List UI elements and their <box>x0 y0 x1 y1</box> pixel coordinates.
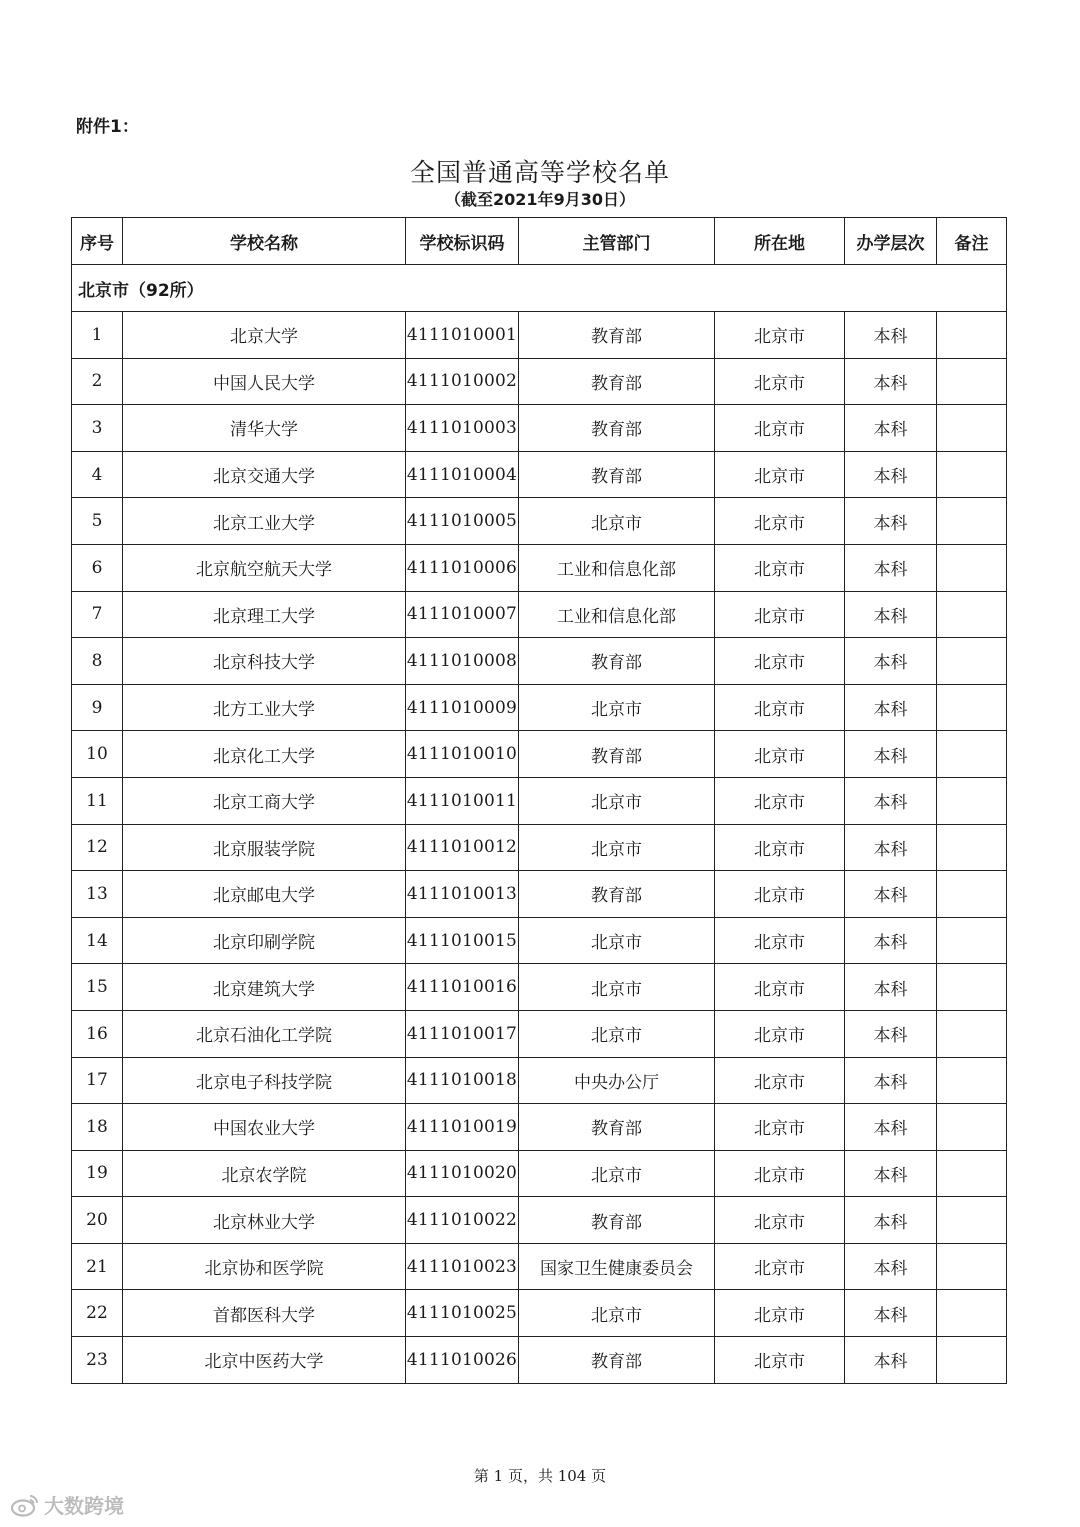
location-cell: 北京市 <box>715 498 845 545</box>
row-number-cell: 14 <box>72 917 123 964</box>
row-number-cell: 5 <box>72 498 123 545</box>
school-name-cell: 北京协和医学院 <box>123 1243 406 1290</box>
row-number-cell: 9 <box>72 684 123 731</box>
school-code-cell: 4111010008 <box>406 638 519 685</box>
note-cell <box>937 638 1007 685</box>
school-table <box>71 217 1007 1384</box>
level-cell: 本科 <box>845 591 937 638</box>
table-row <box>72 498 1007 545</box>
row-number-cell: 13 <box>72 871 123 918</box>
table-row <box>72 824 1007 871</box>
school-code-cell: 4111010015 <box>406 917 519 964</box>
attachment-label: 附件1： <box>76 117 139 137</box>
school-name-cell: 北京邮电大学 <box>123 871 406 918</box>
school-name-cell: 北京石油化工学院 <box>123 1010 406 1057</box>
table-row <box>72 777 1007 824</box>
row-number-cell: 21 <box>72 1243 123 1290</box>
level-cell: 本科 <box>845 358 937 405</box>
department-cell: 中央办公厅 <box>519 1057 715 1104</box>
note-cell <box>937 684 1007 731</box>
level-cell: 本科 <box>845 1243 937 1290</box>
location-cell: 北京市 <box>715 684 845 731</box>
school-code-cell: 4111010026 <box>406 1337 519 1384</box>
table-row <box>72 405 1007 452</box>
department-cell: 北京市 <box>519 1150 715 1197</box>
header-row <box>72 218 1007 265</box>
department-cell: 教育部 <box>519 871 715 918</box>
department-cell: 北京市 <box>519 777 715 824</box>
school-name-cell: 北京印刷学院 <box>123 917 406 964</box>
location-cell: 北京市 <box>715 1243 845 1290</box>
school-code-cell: 4111010010 <box>406 731 519 778</box>
level-cell: 本科 <box>845 871 937 918</box>
table-row <box>72 1150 1007 1197</box>
school-code-cell: 4111010018 <box>406 1057 519 1104</box>
location-cell: 北京市 <box>715 1197 845 1244</box>
department-cell: 教育部 <box>519 312 715 359</box>
department-cell: 教育部 <box>519 358 715 405</box>
table-row <box>72 1010 1007 1057</box>
department-cell: 北京市 <box>519 824 715 871</box>
table-row <box>72 1290 1007 1337</box>
department-cell: 教育部 <box>519 731 715 778</box>
row-number-cell: 8 <box>72 638 123 685</box>
school-code-cell: 4111010012 <box>406 824 519 871</box>
row-number-cell: 23 <box>72 1337 123 1384</box>
location-cell: 北京市 <box>715 917 845 964</box>
school-code-cell: 4111010002 <box>406 358 519 405</box>
department-cell: 教育部 <box>519 1337 715 1384</box>
note-cell <box>937 1104 1007 1151</box>
school-code-cell: 4111010025 <box>406 1290 519 1337</box>
table-row <box>72 1337 1007 1384</box>
note-cell <box>937 498 1007 545</box>
note-cell <box>937 1290 1007 1337</box>
page-footer: 第 1 页，共 104 页 <box>473 1467 607 1485</box>
row-number-cell: 19 <box>72 1150 123 1197</box>
table-row <box>72 591 1007 638</box>
note-cell <box>937 871 1007 918</box>
location-cell: 北京市 <box>715 824 845 871</box>
table-body <box>72 312 1007 1384</box>
level-cell: 本科 <box>845 451 937 498</box>
school-name-cell: 北京电子科技学院 <box>123 1057 406 1104</box>
row-number-cell: 1 <box>72 312 123 359</box>
level-cell: 本科 <box>845 1197 937 1244</box>
department-cell: 国家卫生健康委员会 <box>519 1243 715 1290</box>
table-row <box>72 544 1007 591</box>
row-number-cell: 12 <box>72 824 123 871</box>
location-cell: 北京市 <box>715 777 845 824</box>
school-name-cell: 中国农业大学 <box>123 1104 406 1151</box>
row-number-cell: 17 <box>72 1057 123 1104</box>
level-cell: 本科 <box>845 1337 937 1384</box>
school-code-cell: 4111010004 <box>406 451 519 498</box>
table-row <box>72 731 1007 778</box>
level-cell: 本科 <box>845 1150 937 1197</box>
school-code-cell: 4111010022 <box>406 1197 519 1244</box>
location-cell: 北京市 <box>715 405 845 452</box>
department-cell: 北京市 <box>519 684 715 731</box>
department-cell: 教育部 <box>519 405 715 452</box>
level-cell: 本科 <box>845 1057 937 1104</box>
school-name-cell: 北方工业大学 <box>123 684 406 731</box>
row-number-cell: 6 <box>72 544 123 591</box>
location-cell: 北京市 <box>715 1290 845 1337</box>
location-cell: 北京市 <box>715 451 845 498</box>
table-row <box>72 312 1007 359</box>
school-code-cell: 4111010013 <box>406 871 519 918</box>
level-cell: 本科 <box>845 777 937 824</box>
level-cell: 本科 <box>845 964 937 1011</box>
table-row <box>72 1243 1007 1290</box>
level-cell: 本科 <box>845 312 937 359</box>
note-cell <box>937 1337 1007 1384</box>
note-cell <box>937 917 1007 964</box>
location-cell: 北京市 <box>715 1010 845 1057</box>
school-name-cell: 北京工业大学 <box>123 498 406 545</box>
school-code-cell: 4111010020 <box>406 1150 519 1197</box>
school-code-cell: 4111010019 <box>406 1104 519 1151</box>
table-row <box>72 1057 1007 1104</box>
level-cell: 本科 <box>845 1010 937 1057</box>
row-number-cell: 2 <box>72 358 123 405</box>
note-cell <box>937 451 1007 498</box>
level-cell: 本科 <box>845 917 937 964</box>
table-row <box>72 871 1007 918</box>
location-cell: 北京市 <box>715 1337 845 1384</box>
note-cell <box>937 312 1007 359</box>
row-number-cell: 18 <box>72 1104 123 1151</box>
level-cell: 本科 <box>845 638 937 685</box>
school-code-cell: 4111010003 <box>406 405 519 452</box>
school-name-cell: 北京科技大学 <box>123 638 406 685</box>
school-name-cell: 北京建筑大学 <box>123 964 406 1011</box>
table-row <box>72 917 1007 964</box>
table-row <box>72 684 1007 731</box>
row-number-cell: 15 <box>72 964 123 1011</box>
school-name-cell: 北京化工大学 <box>123 731 406 778</box>
school-name-cell: 北京农学院 <box>123 1150 406 1197</box>
level-cell: 本科 <box>845 731 937 778</box>
note-cell <box>937 1057 1007 1104</box>
department-cell: 工业和信息化部 <box>519 591 715 638</box>
weibo-logo-icon <box>10 1493 40 1517</box>
location-cell: 北京市 <box>715 1150 845 1197</box>
department-cell: 北京市 <box>519 498 715 545</box>
school-name-cell: 北京交通大学 <box>123 451 406 498</box>
level-cell: 本科 <box>845 544 937 591</box>
school-name-cell: 北京中医药大学 <box>123 1337 406 1384</box>
school-code-cell: 4111010017 <box>406 1010 519 1057</box>
document-title: 全国普通高等学校名单 <box>409 158 670 187</box>
header-cell-no: 序号 <box>72 218 123 265</box>
row-number-cell: 7 <box>72 591 123 638</box>
school-name-cell: 北京林业大学 <box>123 1197 406 1244</box>
region-label: 北京市（92所） <box>72 265 1007 312</box>
level-cell: 本科 <box>845 1104 937 1151</box>
row-number-cell: 3 <box>72 405 123 452</box>
table-row <box>72 638 1007 685</box>
level-cell: 本科 <box>845 684 937 731</box>
watermark <box>10 1490 124 1519</box>
header-cell-name: 学校名称 <box>123 218 406 265</box>
document-subtitle: （截至2021年9月30日） <box>445 190 635 209</box>
school-name-cell: 北京大学 <box>123 312 406 359</box>
header-cell-code: 学校标识码 <box>406 218 519 265</box>
level-cell: 本科 <box>845 1290 937 1337</box>
location-cell: 北京市 <box>715 544 845 591</box>
note-cell <box>937 1010 1007 1057</box>
note-cell <box>937 1243 1007 1290</box>
region-row <box>72 265 1007 312</box>
department-cell: 教育部 <box>519 638 715 685</box>
note-cell <box>937 358 1007 405</box>
school-name-cell: 北京工商大学 <box>123 777 406 824</box>
location-cell: 北京市 <box>715 638 845 685</box>
note-cell <box>937 1197 1007 1244</box>
note-cell <box>937 591 1007 638</box>
school-code-cell: 4111010007 <box>406 591 519 638</box>
department-cell: 教育部 <box>519 1197 715 1244</box>
level-cell: 本科 <box>845 824 937 871</box>
level-cell: 本科 <box>845 405 937 452</box>
department-cell: 北京市 <box>519 917 715 964</box>
header-cell-level: 办学层次 <box>845 218 937 265</box>
school-code-cell: 4111010001 <box>406 312 519 359</box>
school-name-cell: 北京服装学院 <box>123 824 406 871</box>
location-cell: 北京市 <box>715 871 845 918</box>
school-code-cell: 4111010006 <box>406 544 519 591</box>
header-cell-location: 所在地 <box>715 218 845 265</box>
school-code-cell: 4111010005 <box>406 498 519 545</box>
table-row <box>72 1104 1007 1151</box>
location-cell: 北京市 <box>715 358 845 405</box>
location-cell: 北京市 <box>715 1104 845 1151</box>
department-cell: 北京市 <box>519 1010 715 1057</box>
note-cell <box>937 777 1007 824</box>
note-cell <box>937 731 1007 778</box>
school-name-cell: 首都医科大学 <box>123 1290 406 1337</box>
table-row <box>72 358 1007 405</box>
location-cell: 北京市 <box>715 731 845 778</box>
note-cell <box>937 824 1007 871</box>
watermark-text: 大数跨境 <box>44 1494 124 1518</box>
school-name-cell: 清华大学 <box>123 405 406 452</box>
department-cell: 工业和信息化部 <box>519 544 715 591</box>
header-cell-note: 备注 <box>937 218 1007 265</box>
row-number-cell: 4 <box>72 451 123 498</box>
table-row <box>72 964 1007 1011</box>
row-number-cell: 20 <box>72 1197 123 1244</box>
header-cell-dept: 主管部门 <box>519 218 715 265</box>
school-code-cell: 4111010009 <box>406 684 519 731</box>
note-cell <box>937 964 1007 1011</box>
location-cell: 北京市 <box>715 1057 845 1104</box>
note-cell <box>937 1150 1007 1197</box>
row-number-cell: 22 <box>72 1290 123 1337</box>
row-number-cell: 11 <box>72 777 123 824</box>
school-name-cell: 北京理工大学 <box>123 591 406 638</box>
location-cell: 北京市 <box>715 964 845 1011</box>
school-code-cell: 4111010016 <box>406 964 519 1011</box>
location-cell: 北京市 <box>715 591 845 638</box>
row-number-cell: 10 <box>72 731 123 778</box>
school-name-cell: 中国人民大学 <box>123 358 406 405</box>
school-code-cell: 4111010023 <box>406 1243 519 1290</box>
row-number-cell: 16 <box>72 1010 123 1057</box>
school-code-cell: 4111010011 <box>406 777 519 824</box>
note-cell <box>937 405 1007 452</box>
location-cell: 北京市 <box>715 312 845 359</box>
department-cell: 北京市 <box>519 1290 715 1337</box>
note-cell <box>937 544 1007 591</box>
level-cell: 本科 <box>845 498 937 545</box>
department-cell: 北京市 <box>519 964 715 1011</box>
table-row <box>72 1197 1007 1244</box>
school-name-cell: 北京航空航天大学 <box>123 544 406 591</box>
department-cell: 教育部 <box>519 1104 715 1151</box>
table-row <box>72 451 1007 498</box>
department-cell: 教育部 <box>519 451 715 498</box>
